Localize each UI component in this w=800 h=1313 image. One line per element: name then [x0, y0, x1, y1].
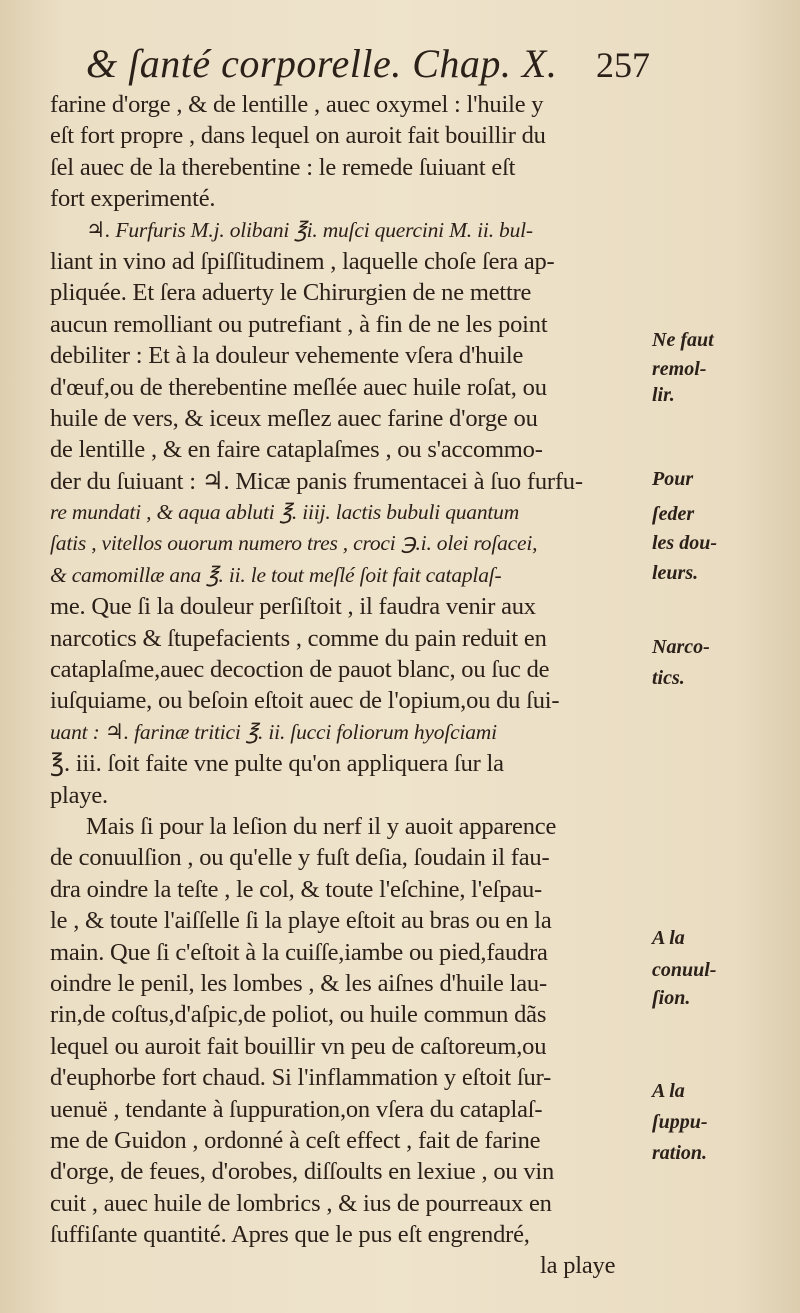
text-line: rin,de coſtus,d'aſpic,de poliot, ou huile commun dãs [50, 1001, 547, 1029]
text-line: d'œuf,ou de therebentine meſlée auec huile roſat, ou [50, 373, 547, 401]
text-line: d'orge, de feues, d'orobes, diſſoults en lexiue , ou vin [50, 1158, 555, 1186]
recipe-line: ſatis , vitellos ouorum numero tres , croci ℈.i. olei roſacei, [50, 531, 538, 556]
text-line: me de Guidon , ordonné à ceſt effect , fait de farine [50, 1126, 541, 1154]
recipe-line: & camomillæ ana ℥. ii. le tout meſlé ſoit fait cataplaſ- [50, 562, 502, 587]
text-line: uenuë , tendante à ſuppuration,on vſera du cataplaſ- [50, 1095, 543, 1123]
text-line: oindre le penil, les lombes , & les aiſnes d'huile lau- [50, 969, 547, 997]
recipe-line: uant : ♃. farinæ tritici ℥. ii. ſucci foliorum hyoſciami [50, 719, 497, 744]
margin-note: conuul- [652, 959, 717, 981]
text-line: me. Que ſi la douleur perſiſtoit , il faudra venir aux [50, 593, 536, 621]
text-line: huile de vers, & iceux meſlez auec farine d'orge ou [50, 404, 538, 432]
margin-note: Pour [652, 468, 694, 490]
recipe-line: re mundati , & aqua abluti ℥. iiij. lactis bubuli quantum [50, 500, 520, 525]
text-line: de lentille , & en faire cataplaſmes , ou s'accommo- [50, 436, 543, 464]
margin-note: ſion. [652, 987, 691, 1009]
text-line: d'euphorbe fort chaud. Si l'inflammation y eſtoit ſur- [50, 1064, 552, 1092]
margin-note: ration. [652, 1142, 708, 1164]
margin-note: remol- [652, 358, 707, 380]
text-line: dra oindre la teſte , le col, & toute l'eſchine, l'eſpau- [50, 875, 542, 903]
text-line: ℥. iii. ſoit faite vne pulte qu'on appliquera ſur la [50, 750, 504, 778]
text-line: ſel auec de la therebentine : le remede ſuiuant eſt [50, 153, 516, 181]
text-line: debiliter : Et à la douleur vehemente vſera d'huile [50, 342, 524, 370]
recipe-line: ♃. Furfuris M.j. olibani ℥i. muſci quercini M. ii. bul- [86, 217, 533, 242]
text-line: ſuffiſante quantité. Apres que le pus eſt engrendré, [50, 1221, 530, 1249]
margin-note: ſuppu- [652, 1111, 708, 1133]
main-text-block [50, 89, 650, 1282]
text-line: cataplaſme,auec decoction de pauot blanc, ou ſuc de [50, 656, 550, 684]
margin-note: Ne faut [652, 329, 714, 351]
margin-note: Narco- [652, 636, 710, 658]
catchword: la playe [540, 1252, 616, 1280]
text-line: iuſquiame, ou beſoin eſtoit auec de l'opium,ou du ſui- [50, 687, 560, 715]
text-line: liant in vino ad ſpiſſitudinem , laquelle choſe ſera ap- [50, 247, 555, 275]
text-line: le , & toute l'aiſſelle ſi la playe eſtoit au bras ou en la [50, 907, 552, 935]
margin-note: lir. [652, 384, 675, 406]
margin-note: ſeder [652, 503, 695, 525]
running-title: & ſanté corporelle. Chap. X. [86, 41, 558, 86]
text-line: lequel ou auroit fait bouillir vn peu de caſtoreum,ou [50, 1032, 547, 1060]
margin-note: les dou- [652, 532, 717, 554]
text-line: aucun remolliant ou putrefiant , à fin de ne les point [50, 310, 548, 338]
text-line: Mais ſi pour la leſion du nerf il y auoit apparence [86, 812, 557, 840]
margin-note: A la [652, 1080, 685, 1102]
text-line: pliquée. Et ſera aduerty le Chirurgien de ne mettre [50, 279, 532, 307]
text-line: playe. [50, 781, 108, 809]
text-line: der du ſuiuant : ♃. Micæ panis frumentacei à ſuo furfu- [50, 467, 583, 495]
text-line: cuit , auec huile de lombrics , & ius de pourreaux en [50, 1189, 552, 1217]
text-line: fort experimenté. [50, 185, 216, 213]
text-line: de conuulſion , ou qu'elle y fuſt deſia, ſoudain il fau- [50, 844, 550, 872]
margin-note: leurs. [652, 562, 699, 584]
margin-note: A la [652, 927, 685, 949]
text-line: farine d'orge , & de lentille , auec oxymel : l'huile y [50, 91, 544, 118]
text-line: main. Que ſi c'eſtoit à la cuiſſe,iambe ou pied,faudra [50, 938, 548, 966]
page-number: 257 [596, 45, 650, 85]
text-line: narcotics & ſtupefacients , comme du pain reduit en [50, 624, 547, 652]
text-line: eſt fort propre , dans lequel on auroit fait bouillir du [50, 122, 546, 150]
margin-note: tics. [652, 667, 685, 689]
